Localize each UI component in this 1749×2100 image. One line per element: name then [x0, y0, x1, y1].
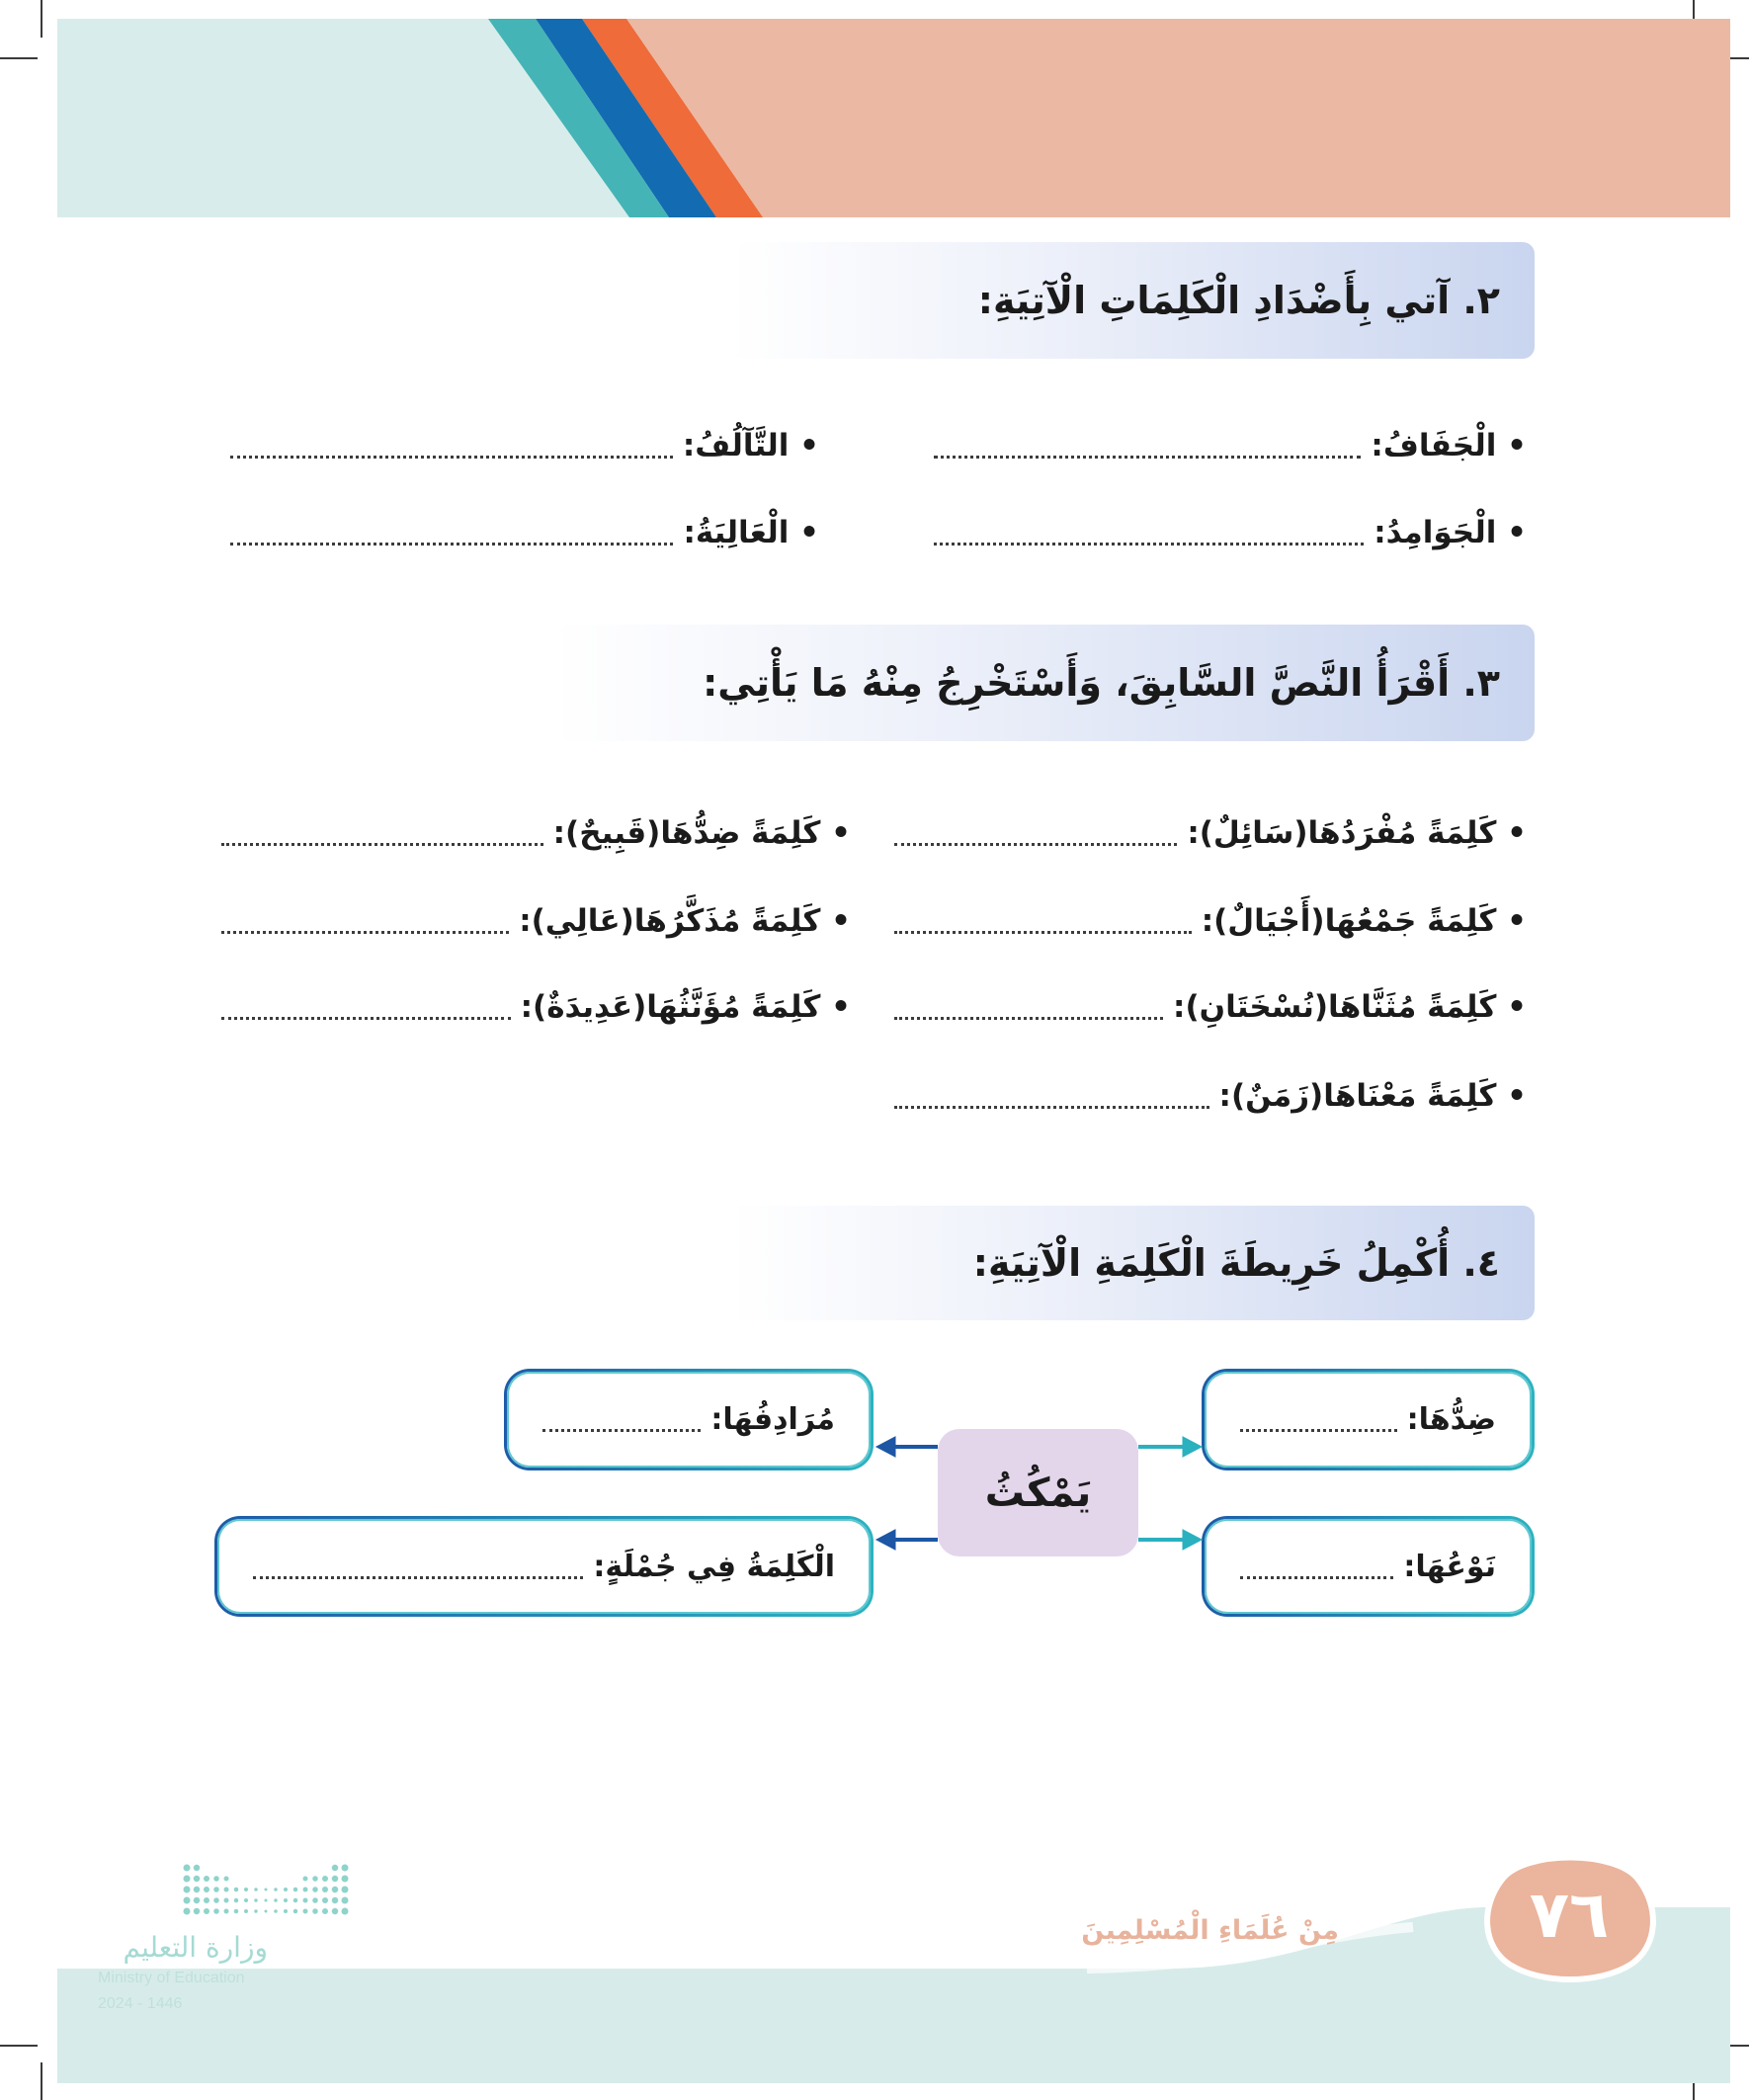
sentence-answer-blank[interactable] [253, 1576, 583, 1579]
logo-dot [293, 1909, 298, 1914]
section2-item-right-1 [934, 421, 1527, 470]
item-label: • الْجَوَامِدُ: [1374, 515, 1527, 550]
crop-mark-top-left-v [41, 0, 42, 38]
logo-dot [303, 1909, 308, 1914]
item-label: • التَّآلُفُ: [682, 428, 819, 463]
arrow-to-antonym [1138, 1437, 1202, 1457]
logo-dot [265, 1889, 268, 1891]
logo-dot [244, 1909, 248, 1913]
map-box-type [1202, 1516, 1535, 1617]
section4-title: ٤. أُكْمِلُ خَرِيطَةَ الْكَلِمَةِ الْآتِيَةِ: [972, 1241, 1500, 1285]
logo-dot [322, 1876, 328, 1882]
arrow-to-synonym [876, 1437, 938, 1457]
logo-dot [312, 1876, 318, 1882]
ministry-logo-dots [181, 1862, 351, 1918]
map-box-sentence [214, 1516, 874, 1617]
map-box-synonym [504, 1369, 874, 1470]
logo-dot [254, 1909, 258, 1913]
answer-blank[interactable] [934, 456, 1361, 459]
map-box-type-inner [1205, 1519, 1532, 1614]
section2-title: ٢. آتي بِأَضْدَادِ الْكَلِمَاتِ الْآتِيَةِ: [977, 279, 1500, 322]
logo-dot [234, 1898, 239, 1903]
item-label: • كَلِمَةً ضِدُّهَا(قَبِيحٌ): [552, 815, 851, 851]
map-box-antonym [1202, 1369, 1535, 1470]
logo-dot [322, 1908, 328, 1914]
logo-dot [322, 1887, 328, 1892]
answer-blank[interactable] [230, 543, 673, 546]
answer-blank[interactable] [934, 543, 1364, 546]
section3-item-right-4 [894, 1071, 1527, 1121]
header-salmon-panel [626, 19, 1730, 217]
logo-dot [184, 1908, 191, 1915]
logo-dot [303, 1888, 308, 1892]
logo-dot [284, 1909, 288, 1913]
logo-dot [204, 1876, 209, 1882]
logo-dot [254, 1888, 258, 1891]
logo-dot [322, 1897, 328, 1903]
logo-dot [342, 1908, 349, 1915]
item-label: • الْعَالِيَةُ: [683, 515, 819, 550]
arrow-to-type [1138, 1530, 1202, 1550]
logo-dot [194, 1908, 201, 1915]
logo-dot [312, 1897, 318, 1903]
logo-dot [194, 1865, 201, 1872]
logo-dot [213, 1887, 219, 1892]
item-label: • كَلِمَةً مُذَكَّرُهَا(عَالِي): [519, 903, 851, 939]
logo-dot [303, 1877, 308, 1882]
logo-dot [184, 1876, 191, 1883]
logo-dot [265, 1899, 268, 1902]
item-label: • كَلِمَةً مَعْنَاهَا(زَمَنٌ): [1218, 1078, 1527, 1114]
answer-blank[interactable] [894, 843, 1177, 846]
logo-dot [244, 1898, 248, 1902]
answer-blank[interactable] [221, 1017, 511, 1020]
logo-dot [224, 1909, 229, 1914]
logo-dot [213, 1876, 219, 1882]
logo-dot [312, 1887, 318, 1892]
antonym-label: ضِدُّهَا: [1406, 1402, 1496, 1437]
logo-dot [184, 1897, 191, 1904]
header-banner [57, 19, 1730, 217]
ministry-name-ar: وزارة التعليم [123, 1931, 268, 1964]
map-box-sentence-inner [217, 1519, 871, 1614]
logo-dot [342, 1897, 349, 1904]
answer-blank[interactable] [894, 931, 1192, 934]
item-label: • الْجَفَافُ: [1371, 428, 1527, 463]
answer-blank[interactable] [221, 843, 543, 846]
section2-item-left-1 [230, 421, 819, 470]
type-label: نَوْعُهَا: [1403, 1549, 1496, 1584]
section2-heading-bar [731, 242, 1535, 359]
logo-dot [234, 1888, 239, 1892]
crop-mark-top-left-h [0, 57, 38, 59]
logo-dot [342, 1887, 349, 1893]
logo-dot [274, 1909, 278, 1913]
logo-dot [234, 1909, 239, 1914]
answer-blank[interactable] [894, 1106, 1209, 1109]
logo-dot [254, 1898, 258, 1902]
logo-dot [265, 1910, 268, 1913]
logo-dot [224, 1888, 229, 1892]
logo-dot [224, 1898, 229, 1903]
section2-item-left-2 [230, 508, 819, 557]
item-label: • كَلِمَةً مُؤَنَّثُهَا(عَدِيدَةٌ): [520, 989, 851, 1025]
logo-dot [332, 1897, 339, 1904]
item-label: • كَلِمَةً مُفْرَدُهَا(سَائِلٌ): [1187, 815, 1527, 851]
answer-blank[interactable] [894, 1017, 1163, 1020]
section2-item-right-2 [934, 508, 1527, 557]
logo-dot [332, 1887, 339, 1893]
section3-item-left-3 [221, 982, 851, 1032]
section3-item-left-2 [221, 896, 851, 946]
antonym-answer-blank[interactable] [1240, 1429, 1397, 1432]
unit-title: مِنْ عُلَمَاءِ الْمُسْلِمِينَ [1081, 1915, 1339, 1946]
logo-dot [303, 1898, 308, 1903]
logo-dot [342, 1865, 349, 1872]
page-number: ٧٦ [1529, 1877, 1610, 1953]
logo-dot [332, 1908, 339, 1915]
logo-dot [204, 1897, 209, 1903]
map-box-antonym-inner [1205, 1372, 1532, 1468]
logo-dot [312, 1908, 318, 1914]
answer-blank[interactable] [230, 456, 673, 459]
logo-dot [293, 1888, 298, 1892]
logo-dot [274, 1888, 278, 1891]
logo-dot [244, 1888, 248, 1891]
logo-dot [332, 1865, 339, 1872]
logo-dot [204, 1887, 209, 1892]
section3-item-left-1 [221, 808, 851, 858]
word-map-arrows [860, 1413, 1215, 1561]
map-box-synonym-inner [507, 1372, 871, 1468]
logo-dot [184, 1887, 191, 1893]
logo-dot [184, 1865, 191, 1872]
center-word: يَمْكُثُ [984, 1470, 1092, 1516]
logo-dot [204, 1908, 209, 1914]
section4-heading-bar [731, 1206, 1535, 1320]
section3-heading-bar [553, 625, 1535, 741]
synonym-answer-blank[interactable] [542, 1429, 701, 1432]
answer-blank[interactable] [221, 931, 509, 934]
edition-years: 2024 - 1446 [98, 1995, 183, 2012]
item-label: • كَلِمَةً مُثَنَّاهَا(نُسْخَتَانِ): [1173, 989, 1527, 1025]
arrow-to-sentence [876, 1530, 938, 1550]
logo-dot [213, 1908, 219, 1914]
synonym-label: مُرَادِفُهَا: [710, 1402, 835, 1437]
section3-item-right-2 [894, 896, 1527, 946]
logo-dot [194, 1876, 201, 1883]
logo-dot [213, 1897, 219, 1903]
logo-dot [293, 1898, 298, 1903]
logo-dot [284, 1898, 288, 1902]
item-label: • كَلِمَةً جَمْعُهَا(أَجْيَالٌ): [1201, 903, 1527, 939]
section3-item-right-1 [894, 808, 1527, 858]
section3-title: ٣. أَقْرَأُ النَّصَّ السَّابِقَ، وَأَسْتَخْرِجُ مِنْهُ مَا يَأْتِي: [703, 661, 1500, 705]
logo-dot [194, 1897, 201, 1904]
ministry-name-en: Ministry of Education [98, 1970, 245, 1986]
logo-dot [342, 1876, 349, 1883]
type-answer-blank[interactable] [1240, 1576, 1393, 1579]
logo-dot [224, 1877, 229, 1882]
section3-item-right-3 [894, 982, 1527, 1032]
logo-dot [332, 1876, 339, 1883]
logo-dot [194, 1887, 201, 1893]
logo-dot [274, 1898, 278, 1902]
logo-dot [284, 1888, 288, 1891]
sentence-label: الْكَلِمَةُ فِي جُمْلَةٍ: [593, 1549, 835, 1584]
